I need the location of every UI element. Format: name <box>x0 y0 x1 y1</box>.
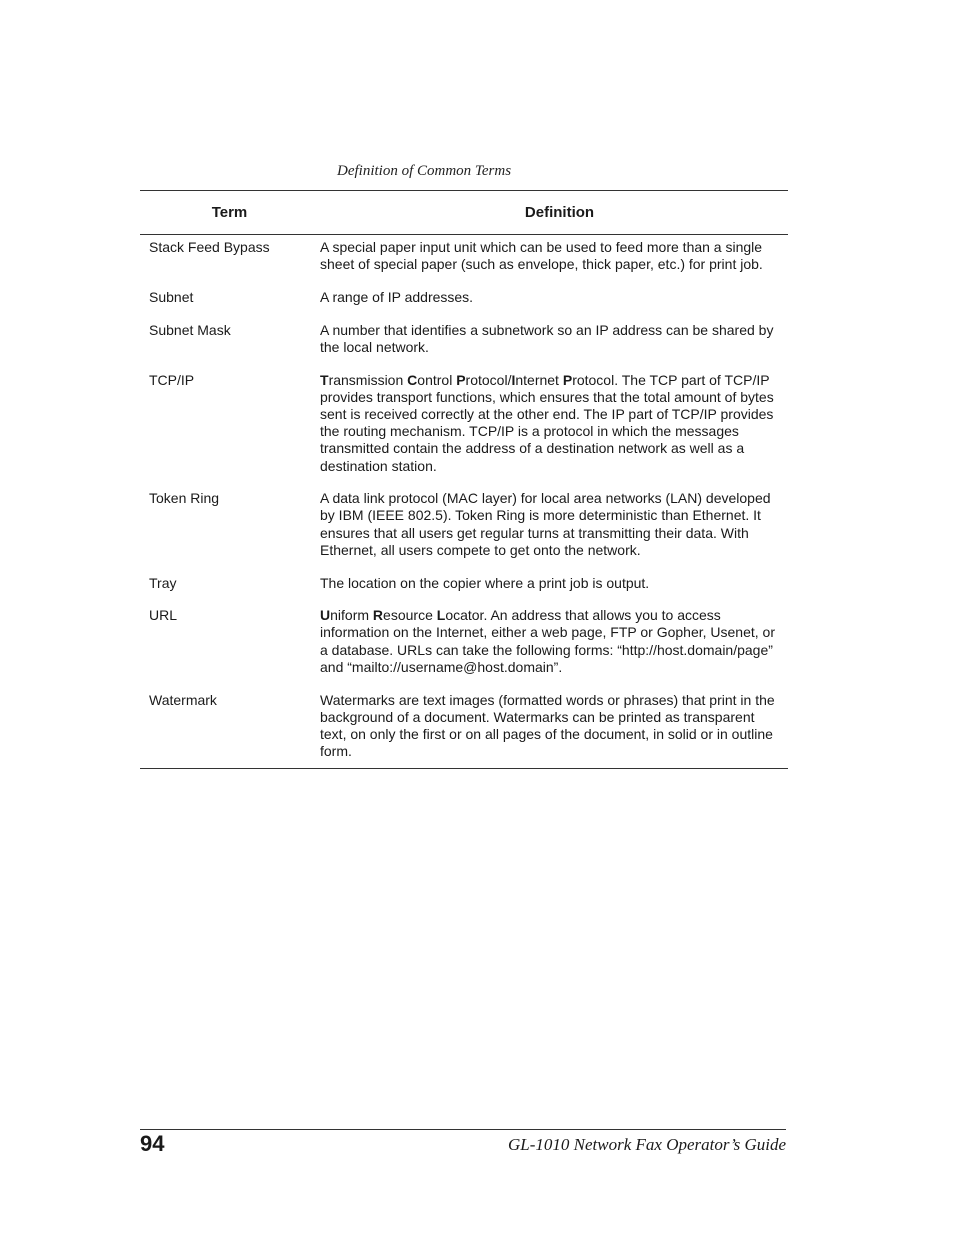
definition-cell: The location on the copier where a print job is output. <box>320 574 650 591</box>
term-cell: Tray <box>149 574 177 591</box>
table-row <box>140 490 788 559</box>
term-cell: Subnet Mask <box>149 321 231 338</box>
terms-table <box>140 190 788 769</box>
term-cell: Token Ring <box>149 490 220 507</box>
table-row <box>140 575 788 592</box>
term-cell: Subnet <box>149 288 194 305</box>
table-row <box>140 607 788 676</box>
term-cell: Watermark <box>149 691 217 708</box>
term-cell: Stack Feed Bypass <box>149 239 270 255</box>
table-row <box>140 322 788 356</box>
definition-cell: Transmission Control Protocol/Internet Protocol. The TCP part of TCP/IP provides transport functions, which ensures that the total amount of bytes sent is received correctly at the other end. The IP part of TCP/IP provides the routing mechanism. TCP/IP is a protocol in which the messages transmitted contain the address of a destination network as well as a destination station. <box>320 371 774 474</box>
definition-cell: A data link protocol (MAC layer) for local area networks (LAN) developed by IBM (IEEE 802.5). Token Ring is more deterministic than Ethernet. It ensures that all users get regular turns at transmitting their data. With Ethernet, all users compete to get onto the network. <box>320 490 771 558</box>
table-row <box>140 289 788 306</box>
table-body <box>140 235 788 768</box>
definition-cell: Watermarks are text images (formatted words or phrases) that print in the background of a document. Watermarks can be printed as transparent text, on only the first or on all pages of the document, in solid or in outline form. <box>320 691 775 760</box>
definition-cell: A number that identifies a subnetwork so an IP address can be shared by the local network. <box>320 321 774 355</box>
definition-cell: A special paper input unit which can be used to feed more than a single sheet of special paper (such as envelope, thick paper, etc.) for print job. <box>320 239 763 273</box>
table-header <box>140 191 788 235</box>
table-row <box>140 239 788 273</box>
term-cell: TCP/IP <box>149 371 195 388</box>
page-number: 94 <box>140 1131 165 1156</box>
table-caption: Definition of Common Terms <box>337 163 512 179</box>
term-cell: URL <box>149 607 178 624</box>
footer-rule <box>140 1129 786 1130</box>
table-row <box>140 692 788 761</box>
header-term: Term <box>211 204 248 221</box>
guide-title: GL-1010 Network Fax Operator’s Guide <box>508 1135 786 1154</box>
definition-cell: Uniform Resource Locator. An address that allows you to access information on the Internet, either a web page, FTP or Gopher, Usenet, or a database. URLs can take the following forms: “http://host.domain/page” and “mailto://username@host.domain”. <box>320 607 775 675</box>
definition-cell: A range of IP addresses. <box>320 288 474 305</box>
table-row <box>140 372 788 475</box>
header-definition: Definition <box>524 204 595 221</box>
